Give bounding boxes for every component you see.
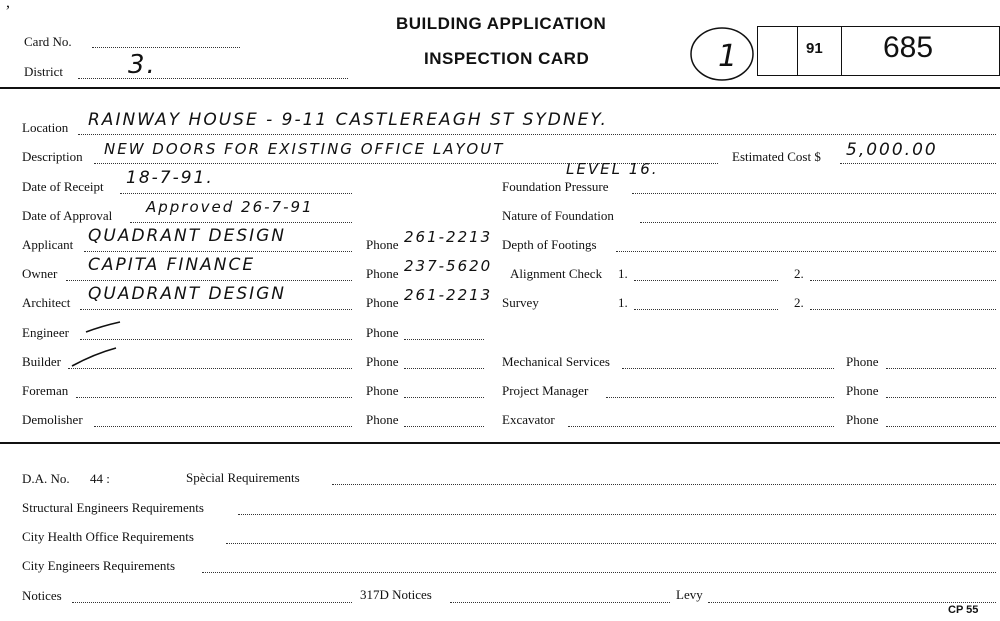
special-requirements-line — [332, 484, 996, 485]
applicant-label: Applicant — [22, 237, 74, 252]
project-manager-phone-line — [886, 397, 996, 398]
project-manager-phone-label: Phone — [846, 383, 879, 398]
levy-label: Levy — [676, 587, 703, 602]
survey-item-2: 2. — [794, 295, 804, 310]
mechanical-phone-line — [886, 368, 996, 369]
project-manager-label: Project Manager — [502, 383, 589, 398]
project-manager-line — [606, 397, 834, 398]
estimated-cost-value: 5,000.00 — [846, 140, 938, 160]
excavator-phone-line — [886, 426, 996, 427]
architect-label: Architect — [22, 295, 71, 310]
estimated-cost-line — [840, 163, 996, 164]
levy-line — [708, 602, 996, 603]
circled-number — [688, 24, 756, 84]
demolisher-label: Demolisher — [22, 412, 83, 427]
mechanical-label: Mechanical Services — [502, 354, 610, 369]
approval-label: Date of Approval — [22, 208, 113, 223]
mechanical-phone-label: Phone — [846, 354, 879, 369]
architect-value: QUADRANT DESIGN — [88, 284, 287, 304]
engineer-phone-label: Phone — [366, 325, 399, 340]
nature-foundation-label: Nature of Foundation — [502, 208, 614, 223]
alignment-item-2: 2. — [794, 266, 804, 281]
card-no-line — [92, 47, 240, 48]
owner-line — [66, 280, 352, 281]
foreman-label: Foreman — [22, 383, 69, 398]
depth-footings-line — [616, 251, 996, 252]
district-value: 3. — [128, 50, 157, 80]
location-value: RAINWAY HOUSE - 9-11 CASTLEREAGH ST SYDNEY. — [88, 110, 608, 130]
applicant-value: QUADRANT DESIGN — [88, 226, 287, 246]
box-small-value: 91 — [806, 40, 823, 57]
alignment-line-1 — [634, 280, 778, 281]
notices-line — [72, 602, 352, 603]
city-engineers-label: City Engineers Requirements — [22, 558, 176, 573]
demolisher-phone-label: Phone — [366, 412, 399, 427]
architect-line — [80, 309, 352, 310]
builder-line — [68, 368, 352, 369]
location-line — [78, 134, 996, 135]
city-engineers-line — [202, 572, 996, 573]
owner-value: CAPITA FINANCE — [88, 255, 256, 275]
circled-value: 1 — [718, 39, 738, 74]
foundation-pressure-line — [632, 193, 996, 194]
builder-label: Builder — [22, 354, 61, 369]
header-rule — [0, 87, 1000, 89]
foreman-phone-line — [404, 397, 484, 398]
receipt-value: 18-7-91. — [126, 168, 214, 188]
mechanical-line — [622, 368, 834, 369]
box-divider-2 — [841, 26, 843, 76]
foreman-line — [76, 397, 352, 398]
applicant-line — [84, 251, 352, 252]
owner-phone-value: 237-5620 — [404, 257, 493, 275]
notices-317d-line — [450, 602, 670, 603]
health-requirements-label: City Health Office Requirements — [22, 529, 194, 544]
health-requirements-line — [226, 543, 996, 544]
owner-label: Owner — [22, 266, 58, 281]
receipt-label: Date of Receipt — [22, 179, 104, 194]
form-subtitle: INSPECTION CARD — [424, 49, 590, 68]
description-value: NEW DOORS FOR EXISTING OFFICE LAYOUT — [104, 140, 505, 158]
builder-phone-label: Phone — [366, 354, 399, 369]
structural-requirements-label: Structural Engineers Requirements — [22, 500, 204, 515]
foundation-pressure-label: Foundation Pressure — [502, 179, 609, 194]
engineer-label: Engineer — [22, 325, 69, 340]
approval-value: Approved 26-7-91 — [146, 198, 314, 216]
foreman-phone-label: Phone — [366, 383, 399, 398]
approval-line — [130, 222, 352, 223]
da-value: 44 : — [90, 471, 110, 486]
da-label: D.A. No. — [22, 471, 70, 486]
survey-line-2 — [810, 309, 996, 310]
district-label: District — [24, 64, 63, 79]
corner-mark: , — [6, 0, 10, 11]
demolisher-phone-line — [404, 426, 484, 427]
demolisher-line — [94, 426, 352, 427]
structural-requirements-line — [238, 514, 996, 515]
location-label: Location — [22, 120, 69, 135]
excavator-phone-label: Phone — [846, 412, 879, 427]
applicant-phone-value: 261-2213 — [404, 228, 493, 246]
nature-foundation-line — [640, 222, 996, 223]
district-line — [78, 78, 348, 79]
applicant-phone-label: Phone — [366, 237, 399, 252]
builder-dash-mark — [70, 346, 120, 368]
owner-phone-label: Phone — [366, 266, 399, 281]
special-requirements-label: Spècial Requirements — [186, 470, 300, 485]
excavator-line — [568, 426, 834, 427]
form-code: CP 55 — [948, 604, 979, 616]
survey-line-1 — [634, 309, 778, 310]
notices-317d-label: 317D Notices — [360, 587, 432, 602]
engineer-line — [80, 339, 352, 340]
alignment-label: Alignment Check — [510, 266, 603, 281]
alignment-item-1: 1. — [618, 266, 628, 281]
engineer-phone-line — [404, 339, 484, 340]
alignment-line-2 — [810, 280, 996, 281]
notices-label: Notices — [22, 588, 62, 603]
architect-phone-label: Phone — [366, 295, 399, 310]
card-no-label: Card No. — [24, 34, 72, 49]
box-divider-1 — [797, 26, 799, 76]
box-large-value: 685 — [883, 31, 934, 64]
builder-phone-line — [404, 368, 484, 369]
depth-footings-label: Depth of Footings — [502, 237, 597, 252]
middle-rule — [0, 442, 1000, 444]
architect-phone-value: 261-2213 — [404, 286, 493, 304]
card-number-box — [757, 26, 1000, 76]
engineer-dash-mark — [84, 320, 124, 336]
form-title: BUILDING APPLICATION — [396, 14, 607, 33]
survey-label: Survey — [502, 295, 539, 310]
description-value-2: LEVEL 16. — [566, 160, 659, 178]
survey-item-1: 1. — [618, 295, 628, 310]
description-label: Description — [22, 149, 83, 164]
excavator-label: Excavator — [502, 412, 555, 427]
estimated-cost-label: Estimated Cost $ — [732, 149, 821, 164]
receipt-line — [120, 193, 352, 194]
